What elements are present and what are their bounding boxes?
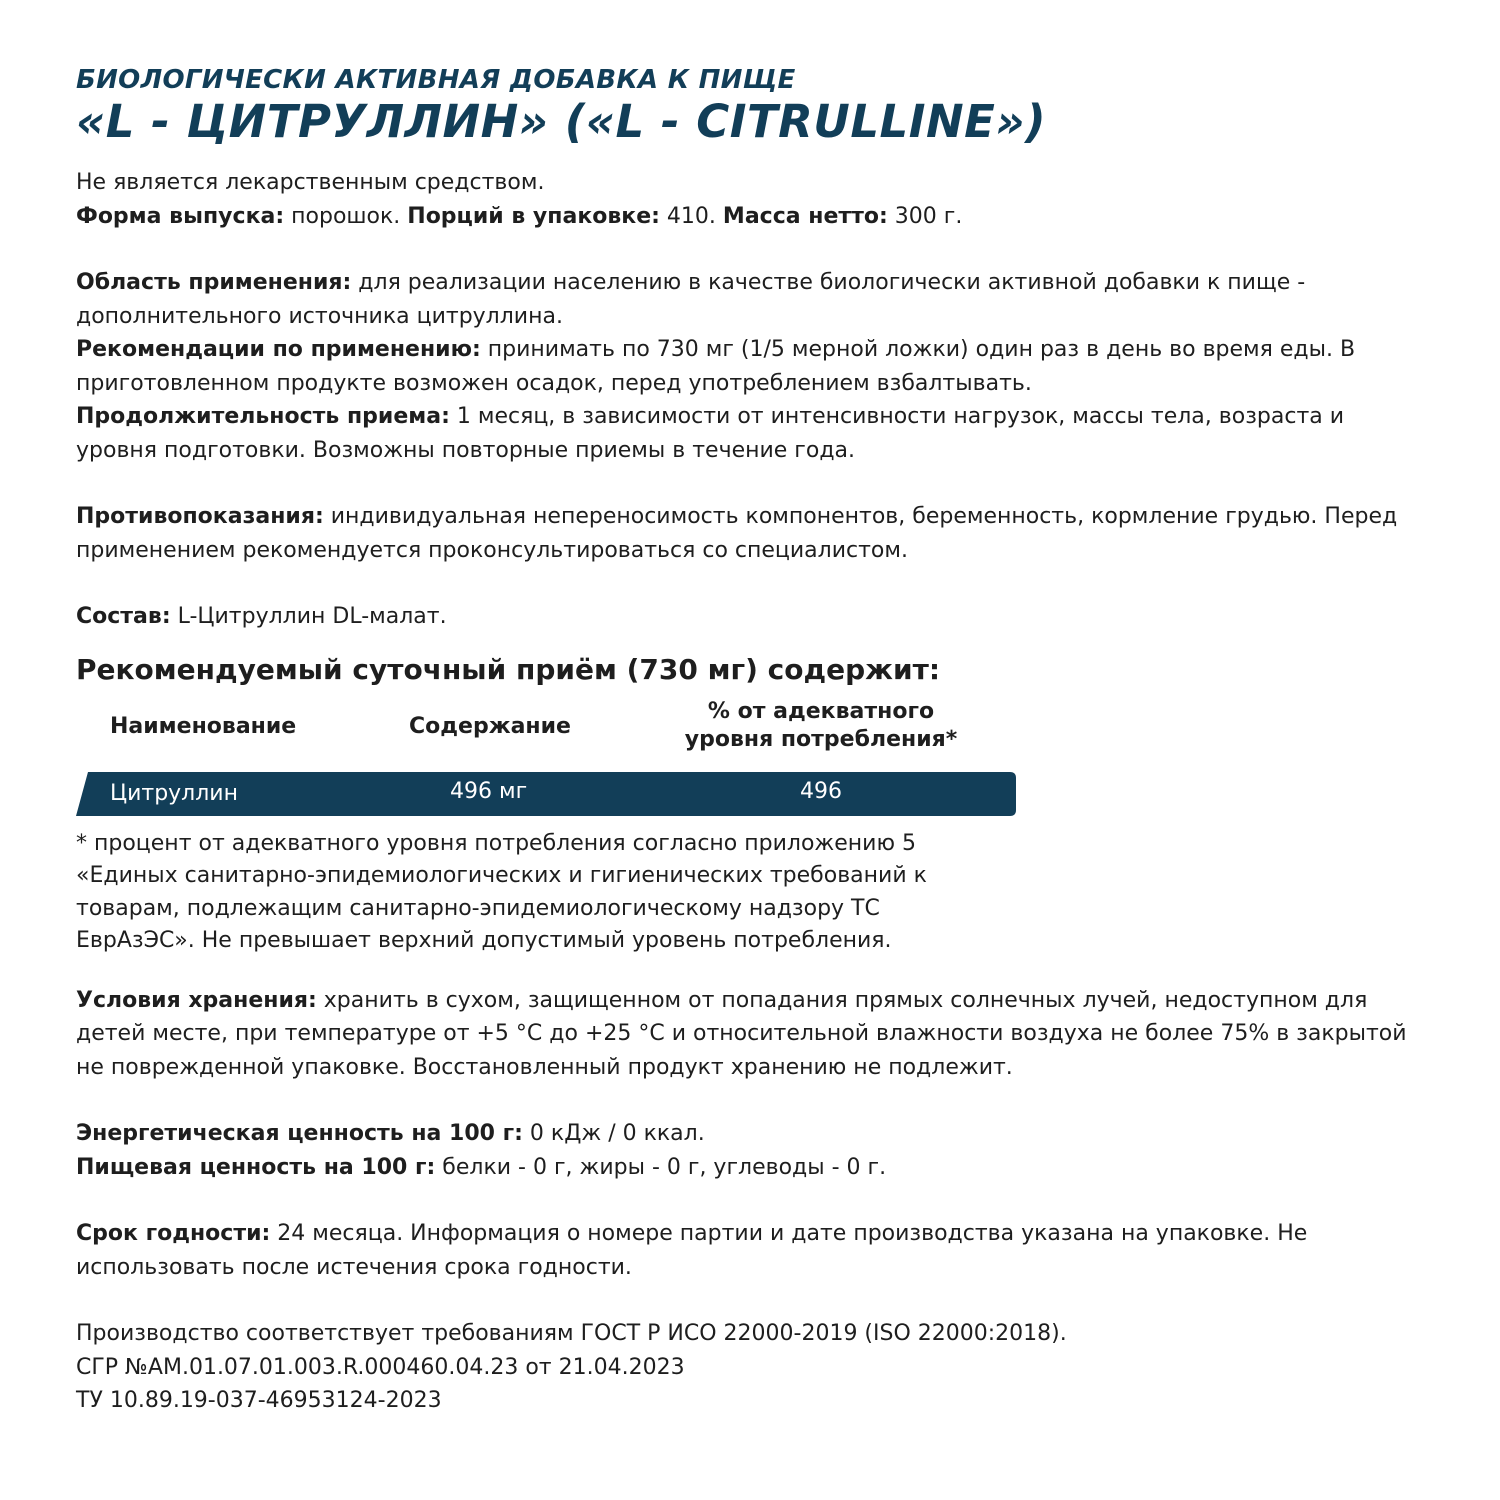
- area-paragraph: [76, 266, 1426, 333]
- contra-paragraph: [76, 500, 1426, 567]
- table-row: [76, 772, 1016, 816]
- form-value: порошок.: [284, 203, 408, 229]
- duration-value: 1 месяц, в зависимости от интенсивности нагрузок, массы тела, возраста и уровня подготовки. Возможны повторные приемы в течение года.: [76, 404, 1345, 463]
- composition-label: Состав:: [76, 604, 171, 629]
- product-title: «L - ЦИТРУЛЛИН» («L - CITRULLINE»): [76, 95, 1047, 148]
- not-medicine-text: Не является лекарственным средством.: [76, 170, 545, 195]
- shelf-value: 24 месяца. Информация о номере партии и дате производства указана на упаковке. Не использовать после истечения срока годности.: [76, 1221, 1308, 1280]
- food-value: белки - 0 г, жиры - 0 г, углеводы - 0 г.: [435, 1154, 887, 1180]
- row-content-cell: 496 мг: [450, 778, 528, 804]
- label-document: [76, 64, 1426, 1418]
- nutrition-table-header: [76, 690, 1016, 764]
- recommend-label: Рекомендации по применению:: [76, 337, 481, 362]
- column-header-name: Наименование: [110, 713, 297, 739]
- tu-line: ТУ 10.89.19-037-46953124-2023: [76, 1388, 442, 1413]
- shelf-label: Срок годности:: [76, 1221, 271, 1246]
- standards-block: [76, 1317, 1426, 1418]
- area-value: для реализации населению в качестве биологически активной добавки к пище - дополнительного источника цитруллина.: [76, 270, 1306, 329]
- composition-paragraph: [76, 600, 1426, 634]
- row-percent-cell: 496: [800, 778, 842, 804]
- energy-value: 0 кДж / 0 ккал.: [522, 1121, 705, 1146]
- servings-label: Порций в упаковке:: [407, 203, 660, 229]
- nutrition-block: [76, 1117, 1426, 1184]
- storage-value: хранить в сухом, защищенном от попадания прямых солнечных лучей, недоступном для детей месте, при температуре от +5 °С до +25 °С и относительной влажности воздуха не более 75% в закрытой не поврежденной упаковке. Восстановленный продукт хранению не подлежит.: [76, 987, 1407, 1080]
- form-label: Форма выпуска:: [76, 203, 285, 229]
- form-line: [76, 200, 1426, 234]
- food-value-line: [76, 1151, 1426, 1185]
- composition-value: L-Цитруллин DL-малат.: [170, 604, 447, 629]
- daily-intake-heading: Рекомендуемый суточный приём (730 мг) содержит:: [76, 652, 941, 686]
- column-header-percent: % от адекватного уровня потребления*: [684, 698, 958, 752]
- recommend-paragraph: [76, 333, 1426, 400]
- shelf-life-paragraph: [76, 1217, 1426, 1284]
- contra-value: индивидуальная непереносимость компонентов, беременность, кормление грудью. Перед применением рекомендуется проконсультироваться со специалистом.: [76, 504, 1398, 563]
- food-label: Пищевая ценность на 100 г:: [76, 1154, 436, 1180]
- intro-block: [76, 166, 1426, 233]
- gost-line: Производство соответствует требованиям ГОСТ Р ИСО 22000-2019 (ISO 22000:2018).: [76, 1321, 1067, 1346]
- area-label: Область применения:: [76, 270, 352, 295]
- mass-label: Масса нетто:: [722, 203, 888, 229]
- servings-value: 410.: [659, 203, 723, 229]
- energy-line: [76, 1117, 1426, 1151]
- mass-value: 300 г.: [887, 203, 963, 229]
- product-supertitle: БИОЛОГИЧЕСКИ АКТИВНАЯ ДОБАВКА К ПИЩЕ: [76, 65, 796, 95]
- footnote: * процент от адекватного уровня потребления согласно приложению 5 «Единых санитарно-эпидемиологических и гигиенических требований к товарам, подлежащим санитарно-эпидемиологическому надзору ТС ЕврАзЭС». Не превышает верхний допустимый уровень потребления.: [76, 830, 927, 953]
- duration-paragraph: [76, 400, 1426, 467]
- storage-paragraph: [76, 984, 1426, 1085]
- storage-label: Условия хранения:: [76, 987, 317, 1013]
- duration-label: Продолжительность приема:: [76, 404, 450, 429]
- recommend-value: принимать по 730 мг (1/5 мерной ложки) один раз в день во время еды. В приготовленном продукте возможен осадок, перед употреблением взбалтывать.: [76, 337, 1356, 396]
- row-name-cell: Цитруллин: [110, 780, 238, 806]
- usage-block: [76, 266, 1426, 467]
- energy-label: Энергетическая ценность на 100 г:: [76, 1121, 523, 1146]
- column-header-content: Содержание: [409, 713, 571, 739]
- contra-label: Противопоказания:: [76, 504, 324, 529]
- sgr-line: СГР №AM.01.07.01.003.R.000460.04.23 от 21.04.2023: [76, 1354, 685, 1380]
